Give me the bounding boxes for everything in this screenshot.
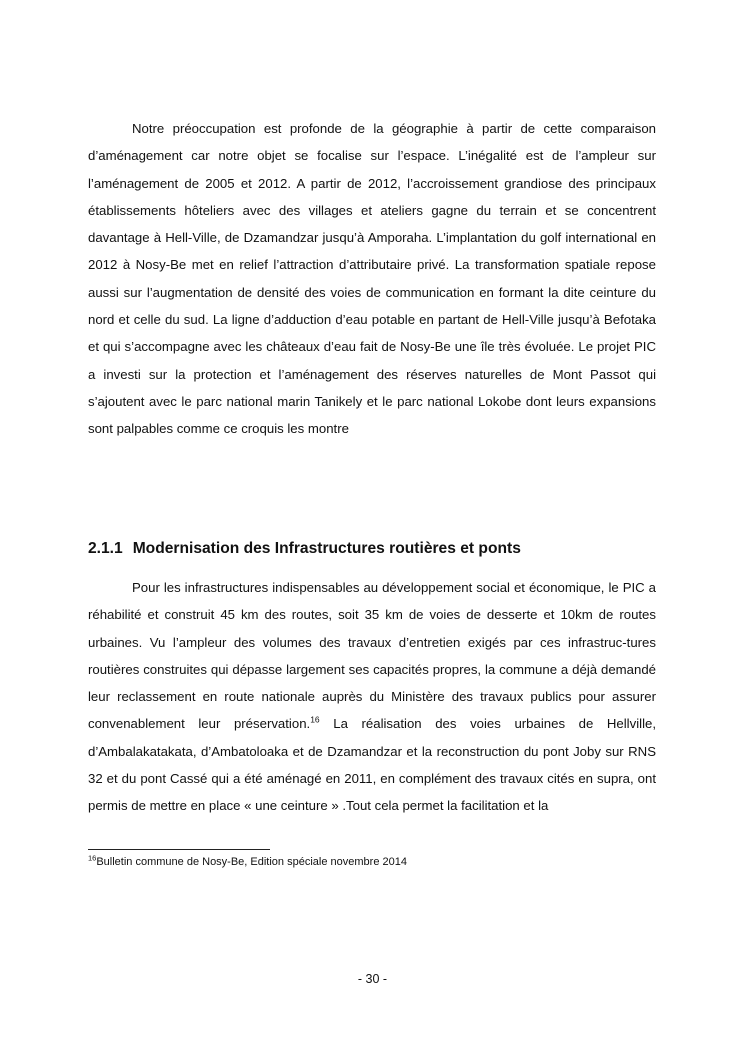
section-heading [88,537,656,561]
section-title: Modernisation des Infrastructures routières et ponts [132,540,521,557]
footnote-text: Bulletin commune de Nosy-Be, Edition spéciale novembre 2014 [96,856,407,868]
paragraph-text: La réalisation des voies urbaines de Hellville, d’Ambalakatakata, d’Ambatoloaka et de Dzamandzar et la reconstruction du pont Joby sur RNS 32 et du pont Cassé qui a été aménagé en 2011, en complément des travaux cités en supra, ont permis de mettre en place « une ceinture » .Tout cela permet la facilitation et la [88,716,656,814]
page-number: - 30 - [357,972,388,986]
footnote-separator [88,849,270,850]
footnote-number: 16 [88,853,97,863]
footnote [88,854,656,870]
body-paragraph [88,115,656,443]
section-number: 2.1.1 [88,540,123,557]
paragraph-text: Pour les infrastructures indispensables au développement social et économique, le PIC a réhabilité et construit 45 km des routes, soit 35 km de voies de desserte et 10km de routes urbaines. Vu l’ampleur des volumes des travaux d’entretien exigés par ces infrastruc-tures routières construites qui dépasse largement ses capacités propres, la commune a déjà demandé leur reclassement en route nationale auprès du Ministère des travaux publics pour assurer convenablement leur préservation. [88,580,656,732]
footnote-reference[interactable]: 16 [310,715,320,726]
paragraph-text: Notre préoccupation est profonde de la géographie à partir de cette comparaison d’aménagement car notre objet se focalise sur l’espace. L’inégalité est de l’ampleur sur l’aménagement de 2005 et 2012. A partir de 2012, l’accroissement grandiose des principaux établissements hôteliers avec des villages et ateliers gagne du terrain et se concentrent davantage à Hell-Ville, de Dzamandzar jusqu’à Amporaha. L’implantation du golf international en 2012 à Nosy-Be met en relief l’attraction d’attributaire privé. La transformation spatiale repose aussi sur l’augmentation de densité des voies de communication en formant la dite ceinture du nord et celle du sud. La ligne d’adduction d’eau potable en partant de Hell-Ville jusqu’à Befotaka et qui s’accompagne avec les châteaux d’eau fait de Nosy-Be une île très évoluée. Le projet PIC a investi sur la protection et l’aménagement des réserves naturelles de Mont Passot qui s’ajoutent avec le parc national marin Tanikely et le parc national Lokobe dont leurs expansions sont palpables comme ce croquis les montre [88,121,656,437]
body-paragraph [88,574,656,820]
